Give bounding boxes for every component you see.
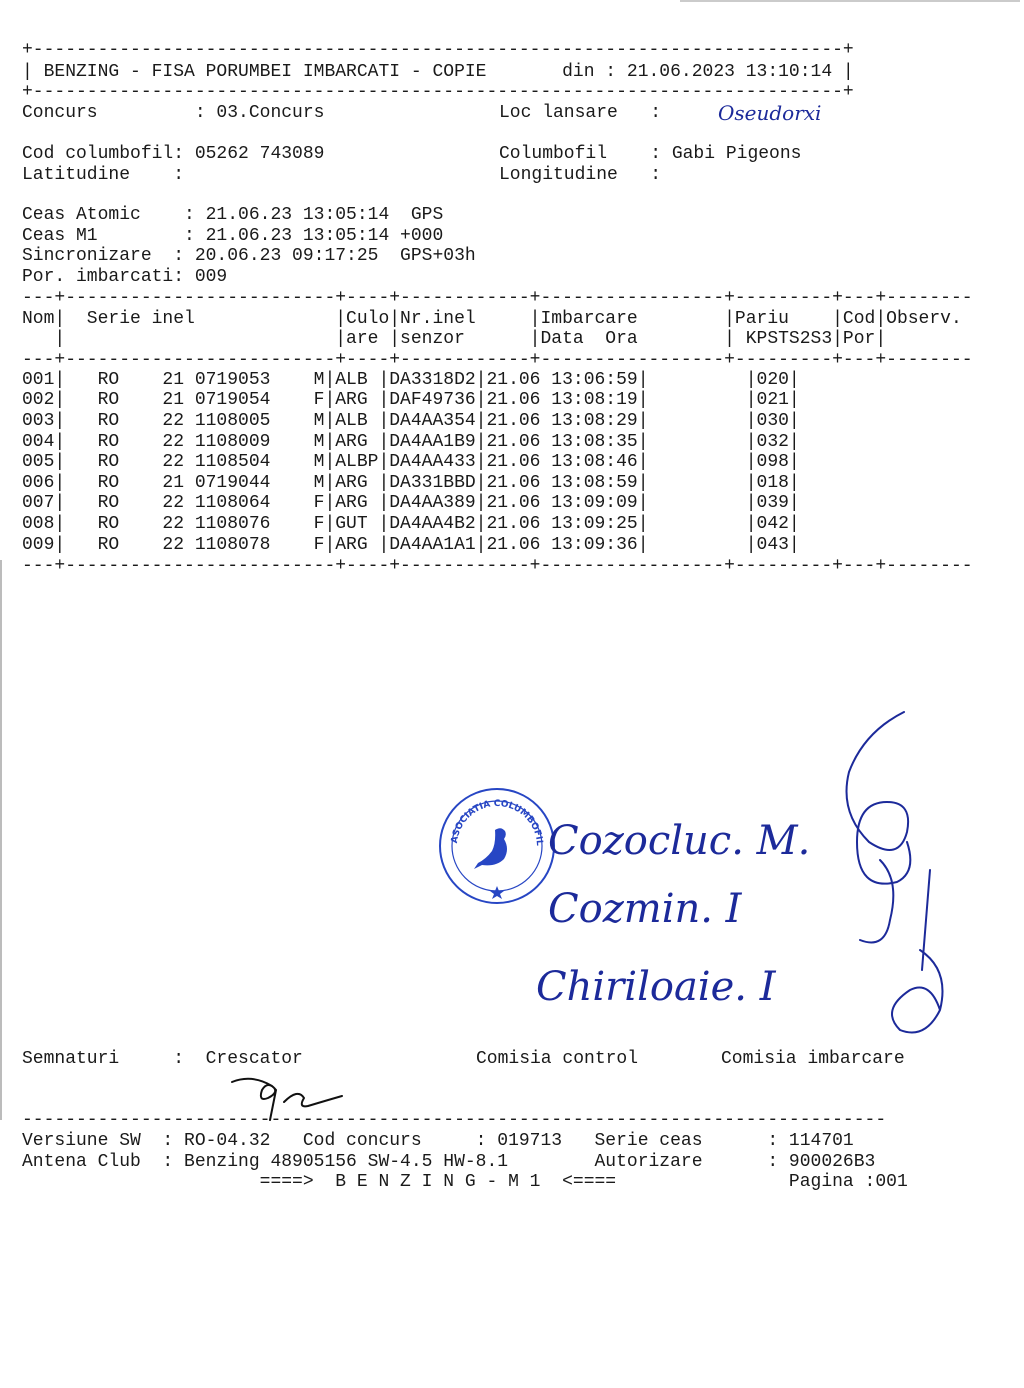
ceas-atomic-line: Ceas Atomic : 21.06.23 13:05:14 GPS (22, 205, 444, 225)
semnaturi-crescator: Semnaturi : Crescator (22, 1049, 303, 1069)
concurs-line: Concurs : 03.Concurs (22, 103, 325, 123)
header-border-top: +---------------------------------------------------------------------------+ (22, 40, 854, 60)
por-imbarcati-line: Por. imbarcati: 009 (22, 267, 228, 287)
ceas-m1-line: Ceas M1 : 21.06.23 13:05:14 +000 (22, 226, 444, 246)
cod-columbofil-line: Cod columbofil: 05262 743089 (22, 144, 325, 164)
columbofil-line: Columbofil : Gabi Pigeons (499, 144, 802, 164)
latitudine-line: Latitudine : (22, 165, 185, 185)
handwritten-name-1: Cozocluc. M. (548, 818, 811, 864)
stamp-text: ASOCIATIA COLUMBOFILA (433, 779, 545, 847)
table-row: 005| RO 22 1108504 M|ALBP|DA4AA433|21.06 13:08:46| |098| (22, 452, 800, 472)
table-row: 007| RO 22 1108064 F|ARG |DA4AA389|21.06 13:09:09| |039| (22, 493, 800, 513)
scan-edge-left (0, 560, 2, 1120)
pigeon-icon (474, 828, 507, 869)
star-icon (490, 886, 504, 899)
sincronizare-line: Sincronizare : 20.06.23 09:17:25 GPS+03h (22, 246, 476, 266)
table-rule-bottom: ---+-------------------------+----+------------+-----------------+---------+---+-------- (22, 556, 973, 576)
handwritten-name-3: Chiriloaie. I (536, 964, 776, 1010)
table-row: 009| RO 22 1108078 F|ARG |DA4AA1A1|21.06 13:09:36| |043| (22, 535, 800, 555)
loc-lansare-label: Loc lansare : (499, 103, 662, 123)
footer-line-1: Versiune SW : RO-04.32 Cod concurs : 019713 Serie ceas : 114701 (22, 1131, 854, 1151)
scan-edge-top (680, 0, 1020, 2)
table-header-row1: Nom| Serie inel |Culo|Nr.inel |Imbarcare |Pariu |Cod|Observ. (22, 309, 962, 329)
table-row: 006| RO 21 0719044 M|ARG |DA331BBD|21.06 13:08:59| |018| (22, 473, 800, 493)
comisia-control-label: Comisia control (476, 1049, 639, 1069)
table-row: 001| RO 21 0719053 M|ALB |DA3318D2|21.06 13:06:59| |020| (22, 370, 800, 390)
longitudine-line: Longitudine : (499, 165, 662, 185)
table-row: 002| RO 21 0719054 F|ARG |DAF49736|21.06 13:08:19| |021| (22, 390, 800, 410)
association-stamp (433, 779, 557, 906)
footer-line-3: ====> B E N Z I N G - M 1 <==== Pagina :001 (22, 1172, 908, 1192)
table-row: 008| RO 22 1108076 F|GUT |DA4AA4B2|21.06 13:09:25| |042| (22, 514, 800, 534)
footer-line-2: Antena Club : Benzing 48905156 SW-4.5 HW-8.1 Autorizare : 900026B3 (22, 1152, 876, 1172)
table-header-row2: | |are |senzor |Data Ora | KPSTS2S3|Por| (22, 329, 887, 349)
signature-scribble (820, 710, 960, 1050)
footer-rule: -------------------------------------------------------------------------------- (22, 1110, 887, 1130)
comisia-imbarcare-label: Comisia imbarcare (721, 1049, 905, 1069)
table-row: 003| RO 22 1108005 M|ALB |DA4AA354|21.06 13:08:29| |030| (22, 411, 800, 431)
header-border-bottom: +---------------------------------------------------------------------------+ (22, 82, 854, 102)
loc-lansare-handwritten: Oseudorxi (718, 101, 822, 125)
table-rule-top: ---+-------------------------+----+------------+-----------------+---------+---+-------- (22, 288, 973, 308)
table-rule-mid: ---+-------------------------+----+------------+-----------------+---------+---+-------- (22, 350, 973, 370)
header-title: | BENZING - FISA PORUMBEI IMBARCATI - COPIE din : 21.06.2023 13:10:14 | (22, 62, 854, 82)
handwritten-name-2: Cozmin. I (548, 886, 742, 932)
table-row: 004| RO 22 1108009 M|ARG |DA4AA1B9|21.06 13:08:35| |032| (22, 432, 800, 452)
